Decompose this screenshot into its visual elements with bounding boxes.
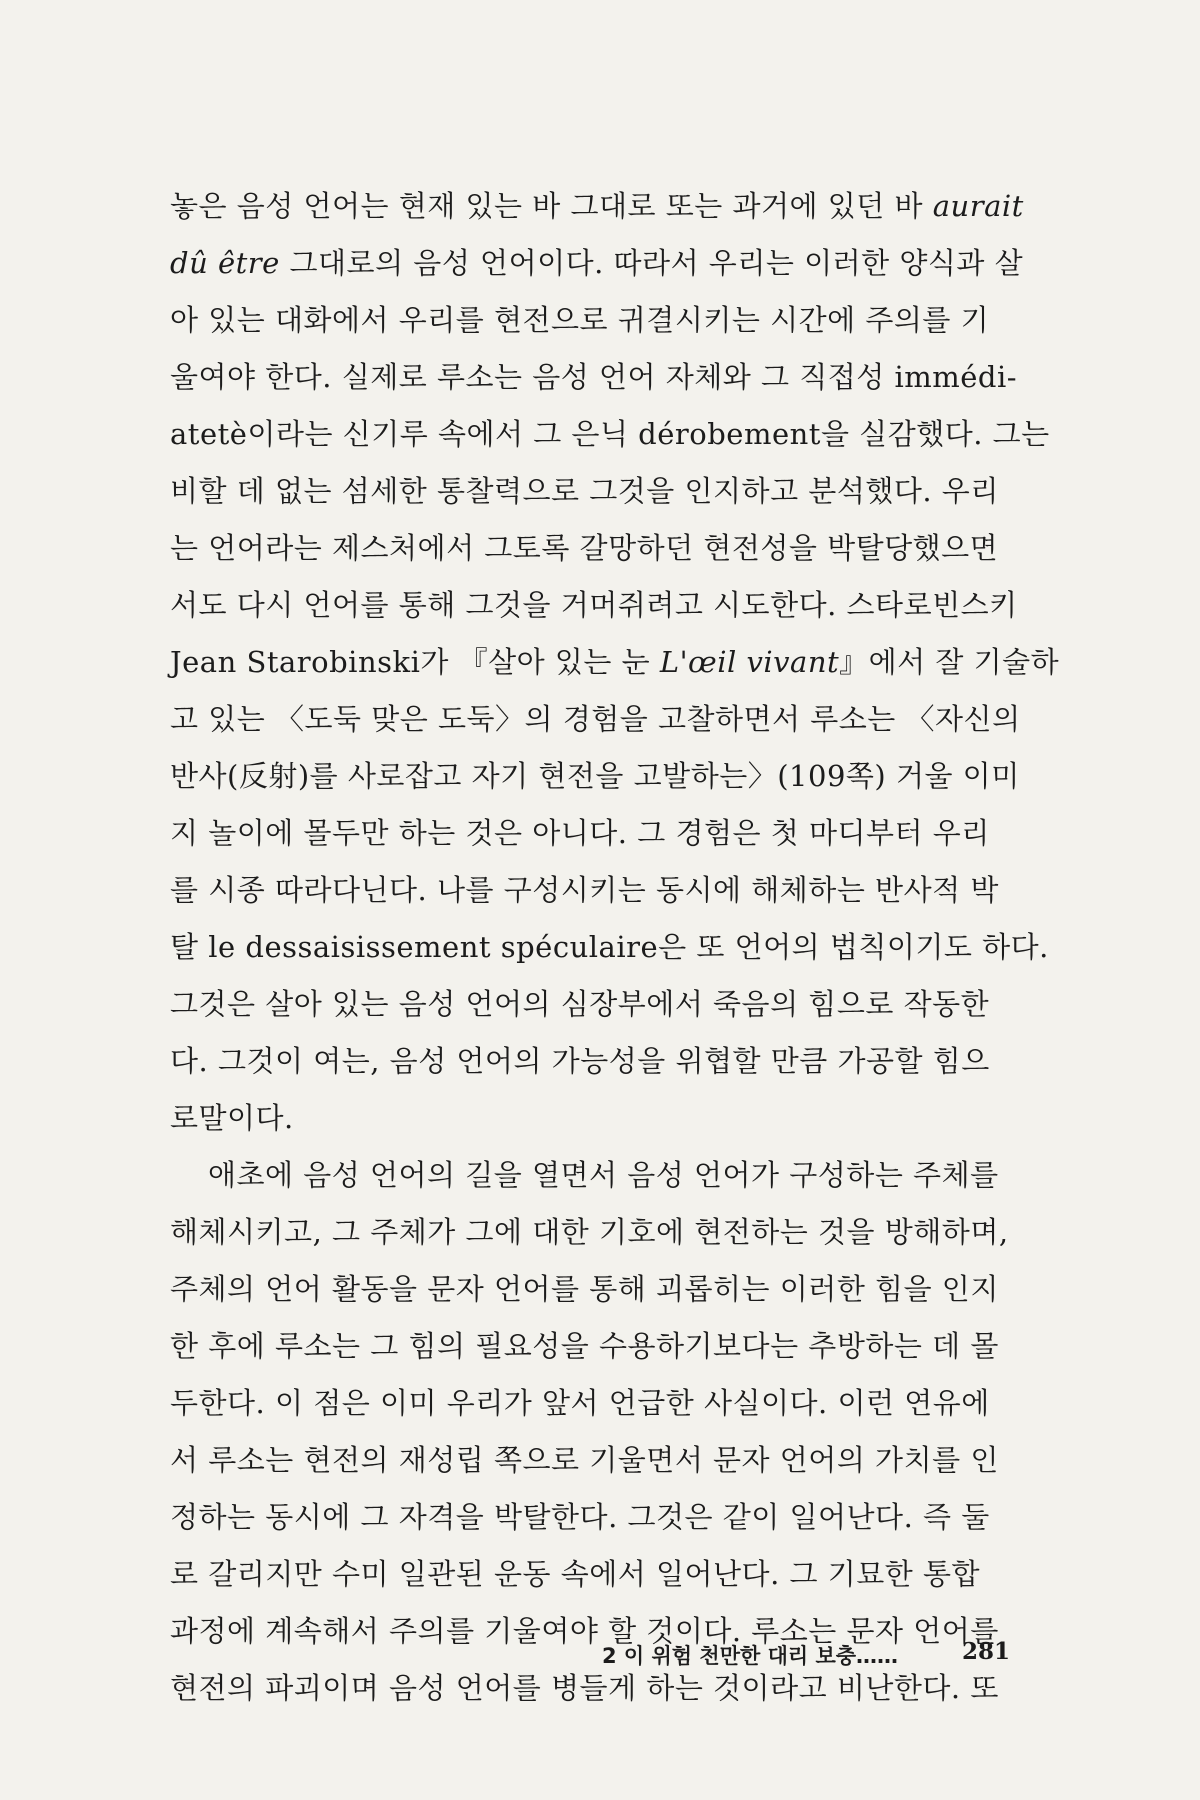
text-line: 해체시키고, 그 주체가 그에 대한 기호에 현전하는 것을 방해하며, (170, 1215, 1009, 1249)
text-line: 애초에 음성 언어의 길을 열면서 음성 언어가 구성하는 주체를 (208, 1158, 999, 1192)
text-line: 울여야 한다. 실제로 루소는 음성 언어 자체와 그 직접성 immédi- (170, 360, 1018, 394)
text-span: 그대로의 음성 언어이다. 따라서 우리는 이러한 양식과 살 (289, 246, 1024, 280)
text-line: 를 시종 따라다닌다. 나를 구성시키는 동시에 해체하는 반사적 박 (170, 873, 999, 907)
text-line (170, 634, 1060, 691)
text-line: 는 언어라는 제스처에서 그토록 갈망하던 현전성을 박탈당했으면 (170, 531, 999, 565)
text-line: 정하는 동시에 그 자격을 박탈한다. 그것은 같이 일어난다. 즉 둘 (170, 1500, 990, 1534)
text-line: 과정에 계속해서 주의를 기울여야 할 것이다. 루소는 문자 언어를 (170, 1614, 999, 1648)
text-line: 지 놀이에 몰두만 하는 것은 아니다. 그 경험은 첫 마디부터 우리 (170, 816, 990, 850)
text-line: atetè이라는 신기루 속에서 그 은닉 dérobement을 실감했다. 그는 (170, 417, 1050, 451)
page-footer (0, 1632, 1200, 1672)
italic-title: L'œil vivant (659, 645, 840, 679)
text-line: 로말이다. (170, 1101, 294, 1135)
text-line: 현전의 파괴이며 음성 언어를 병들게 하는 것이라고 비난한다. 또 (170, 1671, 999, 1705)
text-line: 로 갈리지만 수미 일관된 운동 속에서 일어난다. 그 기묘한 통합 (170, 1557, 981, 1591)
text-line: 그것은 살아 있는 음성 언어의 심장부에서 죽음의 힘으로 작동한 (170, 987, 990, 1021)
text-line (170, 235, 1050, 292)
paragraph-1 (170, 178, 1060, 1147)
text-line (170, 178, 1050, 235)
text-line: 비할 데 없는 섬세한 통찰력으로 그것을 인지하고 분석했다. 우리 (170, 474, 999, 508)
text-line: 탈 le dessaisissement spéculaire은 또 언어의 법칙이기도 하다. (170, 930, 1049, 964)
text-line: 서 루소는 현전의 재성립 쪽으로 기울면서 문자 언어의 가치를 인 (170, 1443, 999, 1477)
text-span: Jean Starobinski가 『살아 있는 눈 (170, 645, 651, 679)
text-span: 놓은 음성 언어는 현재 있는 바 그대로 또는 과거에 있던 바 (170, 189, 924, 223)
text-line: 서도 다시 언어를 통해 그것을 거머쥐려고 시도한다. 스타로빈스키 (170, 588, 1018, 622)
text-line: 주체의 언어 활동을 문자 언어를 통해 괴롭히는 이러한 힘을 인지 (170, 1272, 999, 1306)
text-line: 두한다. 이 점은 이미 우리가 앞서 언급한 사실이다. 이런 연유에 (170, 1386, 990, 1420)
text-line: 반사(反射)를 사로잡고 자기 현전을 고발하는〉(109쪽) 거울 이미 (170, 759, 1020, 793)
body-text (170, 178, 1060, 1717)
text-line: 고 있는 〈도둑 맞은 도둑〉의 경험을 고찰하면서 루소는 〈자신의 (170, 702, 1021, 736)
text-line: 다. 그것이 여는, 음성 언어의 가능성을 위협할 만큼 가공할 힘으 (170, 1044, 990, 1078)
text-line: 한 후에 루소는 그 힘의 필요성을 수용하기보다는 추방하는 데 몰 (170, 1329, 999, 1363)
italic-term: aurait (932, 189, 1024, 223)
text-span: 』에서 잘 기술하 (839, 645, 1060, 679)
running-head: 2 이 위험 천만한 대리 보충…… (602, 1644, 899, 1668)
page-number: 281 (962, 1638, 1011, 1665)
italic-term: dû être (170, 246, 280, 280)
text-line: 아 있는 대화에서 우리를 현전으로 귀결시키는 시간에 주의를 기 (170, 303, 990, 337)
